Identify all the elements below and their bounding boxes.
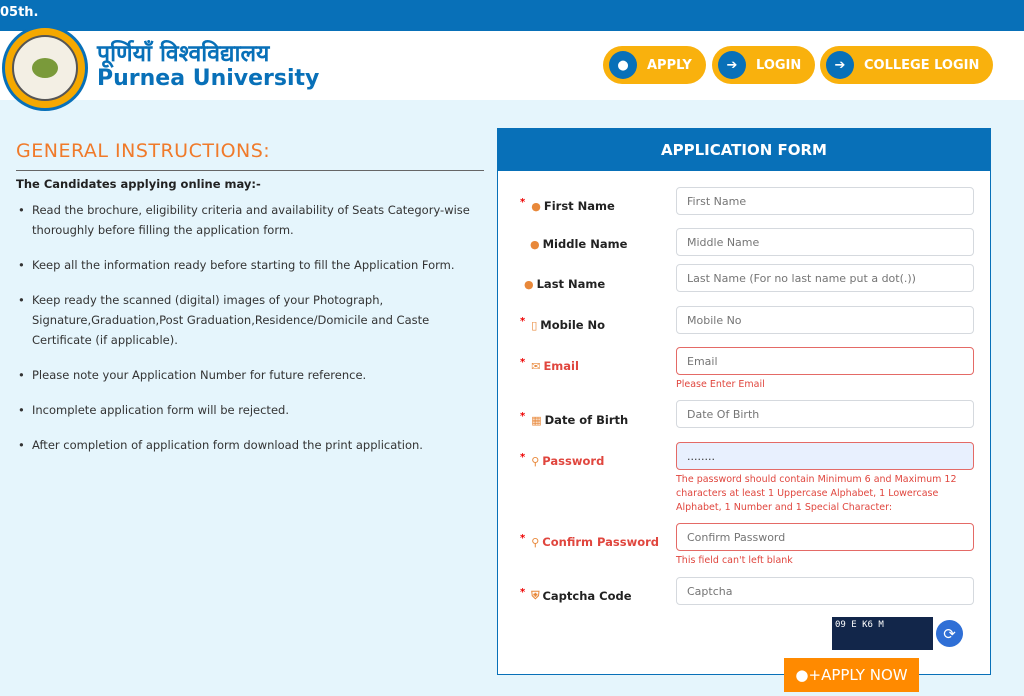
- shield-icon: ⛨: [531, 589, 540, 602]
- password-input[interactable]: [676, 442, 974, 470]
- captcha-input[interactable]: [676, 577, 974, 605]
- university-logo[interactable]: [2, 25, 88, 111]
- instructions-list: [18, 200, 478, 470]
- user-icon: ●: [609, 51, 637, 79]
- instructions-title: GENERAL INSTRUCTIONS:: [16, 140, 271, 162]
- login-label: LOGIN: [756, 57, 802, 73]
- key-icon: ⚲: [531, 535, 540, 549]
- calendar-icon: ▦: [531, 413, 542, 427]
- key-icon: ⚲: [531, 454, 540, 468]
- captcha-label: * ⛨ Captcha Code: [520, 586, 632, 603]
- mobile-label: * ▯ Mobile No: [520, 315, 606, 332]
- university-name-english: Purnea University: [97, 66, 320, 91]
- list-item: • Incomplete application form will be rejected.: [18, 400, 478, 420]
- user-icon: ●: [524, 277, 534, 291]
- middle-name-label: ● Middle Name: [530, 237, 628, 251]
- email-input[interactable]: [676, 347, 974, 375]
- middle-name-input[interactable]: [676, 228, 974, 256]
- user-plus-icon: ●+: [795, 666, 822, 684]
- college-login-button[interactable]: [820, 46, 993, 84]
- dob-input[interactable]: [676, 400, 974, 428]
- list-item: • Read the brochure, eligibility criteria and availability of Seats Category-wise thoroughly before filling the application form.: [18, 200, 478, 240]
- sign-in-icon: ➔: [826, 51, 854, 79]
- sign-in-icon: ➔: [718, 51, 746, 79]
- list-item: • Keep ready the scanned (digital) images of your Photograph, Signature,Graduation,Post Graduation,Residence/Domicile and Caste Certificate (if applicable).: [18, 290, 478, 350]
- login-button[interactable]: [712, 46, 815, 84]
- apply-label: APPLY: [647, 57, 692, 73]
- confirm-password-input[interactable]: [676, 523, 974, 551]
- form-title: APPLICATION FORM: [498, 129, 990, 171]
- divider: [16, 170, 484, 171]
- first-name-input[interactable]: [676, 187, 974, 215]
- university-name-hindi: पूर्णियाँ विश्वविद्यालय: [97, 41, 270, 67]
- college-login-label: COLLEGE LOGIN: [864, 57, 980, 73]
- list-item: • Please note your Application Number for future reference.: [18, 365, 478, 385]
- dob-label: * ▦ Date of Birth: [520, 410, 629, 427]
- password-label: * ⚲ Password: [520, 451, 605, 468]
- first-name-label: * ● First Name: [520, 196, 615, 213]
- announcement-bar: [0, 0, 1024, 31]
- password-error: The password should contain Minimum 6 and Maximum 12 characters at least 1 Uppercase Alphabet, 1 Lowercase Alphabet, 1 Number and 1 Special Character:: [676, 474, 957, 513]
- email-label: * ✉ Email: [520, 356, 579, 373]
- application-form: [497, 128, 991, 675]
- last-name-input[interactable]: [676, 264, 974, 292]
- announcement-text: 05th.: [0, 5, 39, 20]
- confirm-password-error: This field can't left blank: [676, 555, 793, 566]
- apply-button[interactable]: [603, 46, 706, 84]
- instructions-subtitle: The Candidates applying online may:-: [16, 177, 261, 191]
- email-error: Please Enter Email: [676, 379, 765, 390]
- list-item: • Keep all the information ready before starting to fill the Application Form.: [18, 255, 478, 275]
- apply-now-button[interactable]: ●+ APPLY NOW: [784, 658, 919, 692]
- last-name-label: ● Last Name: [524, 277, 606, 291]
- confirm-password-label: * ⚲ Confirm Password: [520, 532, 660, 549]
- mobile-icon: ▯: [531, 318, 538, 332]
- user-icon: ●: [530, 237, 540, 251]
- captcha-image: 09 E K6 M: [832, 617, 933, 650]
- envelope-icon: ✉: [531, 359, 541, 373]
- list-item: • After completion of application form download the print application.: [18, 435, 478, 455]
- user-icon: ●: [531, 199, 541, 213]
- refresh-captcha-icon[interactable]: ⟳: [936, 620, 963, 647]
- mobile-input[interactable]: [676, 306, 974, 334]
